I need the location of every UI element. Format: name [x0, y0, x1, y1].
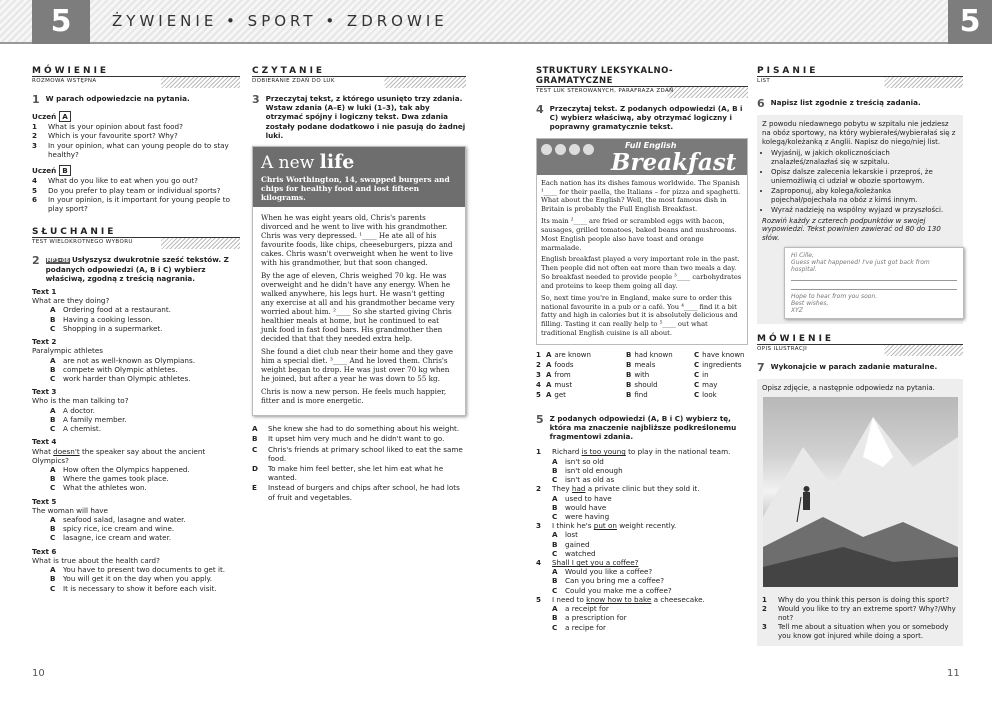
option-text: lasagne, ice cream and water.	[63, 533, 172, 543]
answer-option	[32, 465, 240, 474]
section-subtitle: OPIS ILUSTRACJI	[757, 344, 963, 356]
option-text: Having a cooking lesson.	[63, 314, 153, 324]
answer-option	[32, 374, 240, 383]
answer-cell: B should	[626, 380, 658, 389]
option-letter: C	[50, 533, 56, 543]
option-text: spicy rice, ice cream and wine.	[63, 524, 175, 534]
option-letter: A	[546, 360, 552, 369]
answer-cell: B with	[626, 370, 650, 379]
letter-point: • Wyraź nadzieję na wspólny wyjazd w przyszłości.	[771, 206, 958, 215]
food-icons	[541, 144, 594, 155]
gap-number: 2	[536, 360, 541, 369]
option-text: It is necessary to show it before each visit.	[63, 583, 217, 593]
section-title-pisanie: PISANIE	[757, 66, 819, 76]
item-text: What do you like to eat when you go out?	[48, 176, 198, 186]
student-b-label: Uczeń B	[32, 165, 240, 176]
option-letter: B	[552, 502, 558, 512]
underlined-fragment: know how to bake	[586, 594, 652, 604]
item-number: 2	[536, 484, 542, 494]
breakfast-header: Full English Breakfast	[537, 139, 747, 175]
option-text: lost	[565, 530, 578, 540]
sentence-option	[252, 434, 466, 443]
underlined-fragment: Shall I get you a coffee?	[552, 558, 639, 568]
option-text: She knew she had to do something about his weight.	[268, 424, 460, 434]
answer-cell: C may	[694, 380, 718, 389]
answer-cell: A are known	[546, 351, 591, 359]
option-text: Ordering food at a restaurant.	[63, 305, 171, 315]
mp3-badge: MP3•08	[46, 258, 69, 265]
answer-option	[32, 356, 240, 365]
task-7: 7 Wykonajcie w parach zadanie maturalne.	[757, 361, 938, 375]
answer-cell: C in	[694, 370, 709, 379]
option-letter: A	[50, 355, 56, 365]
gap-number: 4	[536, 380, 541, 389]
listening-texts	[32, 287, 240, 593]
item-text: In your opinion, is it important for young people to play sport?	[48, 194, 230, 213]
question-item	[762, 605, 958, 623]
item-number: 4	[32, 176, 38, 186]
task-6: 6 Napisz list zgodnie z treścią zadania.	[757, 97, 921, 110]
answer-option	[32, 483, 240, 492]
option-letter: C	[50, 583, 56, 593]
gap-number: 5	[536, 390, 541, 399]
option-letter: A	[50, 565, 56, 575]
item-sentence: Richard is too young to play in the national team.	[552, 447, 731, 457]
option-letter: A	[552, 604, 558, 614]
unit-number-left: 5	[32, 0, 90, 44]
answer-option	[32, 574, 240, 583]
option-text: Shopping in a supermarket.	[63, 323, 163, 333]
sentence-options	[252, 424, 466, 502]
item-number: 2	[762, 605, 767, 614]
option-letter: B	[50, 574, 56, 584]
option-letter: A	[50, 305, 56, 315]
answer-option	[536, 475, 748, 484]
answer-option	[536, 540, 748, 549]
answer-option	[536, 530, 748, 539]
option-letter: E	[252, 483, 257, 493]
option-text: You have to present two documents to get it.	[63, 565, 226, 575]
answer-option	[32, 584, 240, 593]
text-heading: Text 6	[32, 546, 57, 556]
option-letter: B	[552, 539, 558, 549]
answer-cell: A foods	[546, 360, 574, 369]
section-title-struktury: STRUKTURY LEKSYKALNO-GRAMATYCZNE	[536, 66, 674, 86]
answer-cell: C have known	[694, 351, 745, 359]
option-letter: C	[552, 511, 558, 521]
task-4: 4 Przeczytaj tekst. Z podanych odpowiedzi (A, B i C) wybierz właściwą, aby otrzymać logiczny i poprawny gramatycznie tekst.	[536, 103, 743, 132]
article-paragraph: Chris is now a new person. He feels much happier, fitter and is more energetic.	[261, 387, 447, 406]
option-letter: C	[694, 390, 700, 399]
article-title: A new life	[253, 147, 465, 175]
option-text: work harder than Olympic athletes.	[63, 373, 191, 383]
item-number: 3	[32, 140, 38, 150]
answer-option	[536, 494, 748, 503]
egg-icon	[541, 144, 552, 155]
breakfast-paragraph: Each nation has its dishes famous worldwide. The Spanish ¹____ for their paella, the Italians – for pizza and spaghetti. What about the English? Well, the most famous dish in Britain is probably the Full English Breakfast.	[541, 178, 741, 214]
photo-questions	[757, 592, 963, 646]
answer-option	[32, 565, 240, 574]
option-text: Can you bring me a coffee?	[565, 576, 665, 586]
question-item	[32, 176, 240, 185]
question-item	[32, 141, 240, 159]
article-paragraph: When he was eight years old, Chris's parents divorced and he went to live with his grandmother. Chris was very depressed. ¹____ He ate all of his favourite foods, like chips, cheeseburgers, pizza and cakes. Chris wasn't overweight when he went to live with his grandmother, but that soon changed.	[261, 213, 453, 268]
column-czytanie	[252, 66, 466, 503]
option-letter: C	[694, 360, 700, 369]
option-letter: B	[50, 364, 56, 374]
option-text: a receipt for	[565, 604, 609, 614]
paraphrase-item	[536, 447, 748, 456]
option-text: a prescription for	[565, 613, 627, 623]
answer-cell: C ingredients	[694, 360, 742, 369]
question-item	[762, 596, 958, 605]
question-item	[32, 131, 240, 140]
section-title-mowienie: MÓWIENIE	[32, 66, 110, 76]
answer-option	[536, 567, 748, 576]
option-letter: A	[546, 380, 552, 389]
option-text: were having	[565, 511, 610, 521]
student-a-questions	[32, 122, 240, 159]
task-2: 2 MP3•08 Usłyszysz dwukrotnie sześć tekstów. Z podanych odpowiedzi (A, B i C) wybierz właściwą, zgodną z treścią nagrania.	[32, 254, 229, 283]
answer-option	[536, 512, 748, 521]
item-text: Tell me about a situation when you or somebody you know got injured while doing a sport.	[778, 623, 949, 641]
letter-point: • Opisz dalsze zalecenia lekarskie i przeproś, że uniemożliwią ci udział w obozie sportowym.	[771, 168, 958, 186]
option-text: Instead of burgers and chips after school, he had lots of fruit and vegetables.	[268, 483, 460, 502]
option-text: Chris's friends at primary school liked to eat the same food.	[268, 444, 463, 463]
paraphrase-item	[536, 484, 748, 493]
option-text: seafood salad, lasagne and water.	[63, 515, 186, 525]
underlined-fragment: had	[571, 484, 586, 494]
option-letter: C	[552, 622, 558, 632]
option-text: You will get it on the day when you apply.	[63, 574, 213, 584]
section-subtitle: LIST	[757, 76, 963, 88]
option-letter: B	[552, 613, 558, 623]
option-letter: B	[626, 380, 632, 389]
item-number: 3	[536, 521, 542, 531]
item-text: In your opinion, what can young people do to stay healthy?	[48, 140, 229, 159]
sentence-option	[252, 464, 466, 482]
answer-cell: A get	[546, 390, 566, 399]
answer-option	[536, 586, 748, 595]
section-subtitle: DOBIERANIE ZDAŃ DO LUK	[252, 76, 466, 88]
underlined-word: doesn't	[53, 446, 80, 456]
option-text: a recipe for	[565, 622, 607, 632]
option-letter: A	[552, 493, 558, 503]
option-text: A chemist.	[63, 424, 101, 434]
item-text: Do you prefer to play team or individual sports?	[48, 185, 221, 195]
student-b-questions	[32, 176, 240, 213]
option-letter: B	[626, 351, 632, 359]
answer-option	[536, 549, 748, 558]
answer-option	[32, 515, 240, 524]
underlined-fragment: is too young	[581, 447, 626, 457]
student-a-label: Uczeń A	[32, 111, 240, 122]
gap-number: 3	[536, 370, 541, 379]
letter-instructions: Z powodu niedawnego pobytu w szpitalu nie jedziesz na obóz sportowy, na który wybierałeś/wybierałaś się z kolegą/koleżanką z Anglii. Napisz do niego/niej list. • Wyjaśnij, w jakich okolicznościach znalazłeś/znalazłaś się w szpitalu. • Opisz dalsze zalecenia lekarskie i przeproś, że uniemożliwią ci udział w obozie sportowym. • Zaproponuj, aby kolega/koleżanka pojechał/pojechała na obóz z kimś innym. • Wyraź nadzieję na wspólny wyjazd w przyszłości. Rozwiń każdy z czterech podpunktów w swojej wypowiedzi. Tekst powinien zawierać od 80 do 130 słów. Hi Cille, Guess what happened! I've just got back from hospital. Hope to hear from you soon. Best wishes, XYZ	[757, 115, 963, 324]
section-title-sluchanie: SŁUCHANIE	[32, 227, 117, 238]
answer-option	[536, 466, 748, 475]
option-text: isn't old enough	[565, 465, 623, 475]
item-number: 1	[32, 122, 38, 132]
breakfast-paragraph: Its main ²____ are fried or scrambled eggs with bacon, sausages, grilled tomatoes, baked beans and mushrooms. Most English people also have toast and orange marmalade.	[541, 217, 737, 252]
option-text: Would you like a coffee?	[565, 567, 653, 577]
text-question: Paralympic athletes	[32, 346, 104, 356]
option-text: isn't so old	[565, 456, 604, 466]
option-letter: C	[50, 424, 56, 434]
item-number: 3	[762, 623, 767, 632]
option-letter: A	[50, 515, 56, 525]
text-heading: Text 2	[32, 337, 57, 347]
option-letter: A	[546, 390, 552, 399]
answer-option	[32, 315, 240, 324]
question-item	[32, 195, 240, 213]
item-number: 2	[32, 131, 38, 141]
option-text: would have	[565, 502, 607, 512]
page-number-right: 11	[947, 668, 960, 679]
unit-title: ŻYWIENIE • SPORT • ZDROWIE	[112, 12, 448, 30]
underlined-fragment: put on	[593, 521, 617, 531]
option-letter: C	[694, 370, 700, 379]
option-letter: B	[552, 576, 558, 586]
option-letter: C	[50, 373, 56, 383]
task-3: 3 Przeczytaj tekst, z którego usunięto trzy zdania. Wstaw zdania (A–E) w luki (1–3), tak aby otrzymać spójny i logiczny tekst. Dwa zdania zostały podane dodatkowo i nie pasują do żadnej luki.	[252, 93, 466, 140]
article-a-new-life	[252, 146, 466, 416]
paraphrase-item	[536, 595, 748, 604]
answer-option	[32, 406, 240, 415]
text-heading: Text 4	[32, 437, 57, 447]
option-letter: B	[50, 524, 56, 534]
option-letter: C	[552, 475, 558, 485]
breakfast-paragraph: English breakfast played a very important role in the past. Then people did not often eat more than two meals a day. So breakfast needed to provide people ³____ carbohydrates and proteins to keep them going all day.	[541, 255, 742, 290]
letter-point: • Zaproponuj, aby kolega/koleżanka pojechał/pojechała na obóz z kimś innym.	[771, 187, 958, 205]
option-letter: A	[546, 351, 552, 359]
answer-option	[536, 613, 748, 622]
answer-cell: C look	[694, 390, 717, 399]
answer-option	[536, 576, 748, 585]
text-question: What is true about the health card?	[32, 555, 160, 565]
section-subtitle: ROZMOWA WSTĘPNA	[32, 76, 240, 88]
option-letter: B	[252, 434, 258, 444]
option-letter: A	[552, 530, 558, 540]
letter-point: • Wyjaśnij, w jakich okolicznościach znalazłeś/znalazłaś się w szpitalu.	[771, 149, 958, 167]
option-text: It upset him very much and he didn't want to go.	[268, 434, 445, 444]
question-item	[762, 623, 958, 641]
photo-task: Opisz zdjęcie, a następnie odpowiedz na pytania.	[757, 379, 963, 592]
option-text: A doctor.	[63, 405, 95, 415]
item-text: Which is your favourite sport? Why?	[48, 131, 178, 141]
item-sentence: I need to know how to bake a cheesecake.	[552, 594, 705, 604]
option-letter: B	[626, 370, 632, 379]
item-number: 6	[32, 194, 38, 204]
answer-option	[32, 365, 240, 374]
item-text: Would you like to try an extreme sport? Why?/Why not?	[778, 605, 956, 623]
option-text: compete with Olympic athletes.	[63, 364, 178, 374]
answer-option	[536, 503, 748, 512]
answer-option	[32, 524, 240, 533]
text-heading: Text 5	[32, 496, 57, 506]
article-paragraph: By the age of eleven, Chris weighed 70 kg. He was overweight and he didn't have any energy. When he walked anywhere, his legs hurt. He wasn't getting any exercise at all and his grandmother became very worried about him. ²____ So she started giving Chris healthier meals at home, but he continued to eat junk food in fast food bars. His grandmother then decided that that they needed extra help.	[261, 271, 455, 344]
task-1: 1 W parach odpowiedzcie na pytania.	[32, 93, 190, 106]
answer-options-grid	[536, 351, 748, 400]
column-struktury	[536, 66, 748, 632]
sentence-option	[252, 424, 466, 433]
option-letter: A	[50, 405, 56, 415]
item-number: 5	[536, 594, 542, 604]
item-number: 1	[536, 447, 542, 457]
text-heading: Text 1	[32, 287, 57, 297]
plate-icon	[583, 144, 594, 155]
option-letter: C	[694, 351, 700, 359]
option-text: How often the Olympics happened.	[63, 464, 190, 474]
column-pisanie-mowienie	[757, 66, 963, 646]
task-5: 5 Z podanych odpowiedzi (A, B i C) wybierz tę, która ma znaczenie najbliższe podkreślonemu fragmentowi zdania.	[536, 412, 737, 442]
sentence-option	[252, 483, 466, 501]
sentence-option	[252, 445, 466, 463]
option-letter: D	[252, 463, 258, 473]
item-sentence: They had a private clinic but they sold it.	[552, 484, 700, 494]
answer-cell: B meals	[626, 360, 656, 369]
mountain-illustration	[763, 397, 958, 587]
answer-option	[536, 457, 748, 466]
paraphrase-items	[536, 447, 748, 631]
option-text: A family member.	[63, 414, 127, 424]
section-subtitle: TEST WIELOKROTNEGO WYBORU	[32, 237, 240, 249]
option-text: What the athletes won.	[63, 483, 147, 493]
answer-option	[32, 533, 240, 542]
item-sentence	[552, 558, 638, 567]
option-text: used to have	[565, 493, 612, 503]
answer-option	[32, 415, 240, 424]
question-item	[32, 122, 240, 131]
option-letter: A	[546, 370, 552, 379]
page-number-left: 10	[32, 668, 45, 679]
question-item	[32, 186, 240, 195]
option-letter: A	[50, 464, 56, 474]
option-letter: B	[50, 314, 56, 324]
item-number: 4	[536, 558, 542, 568]
option-letter: A	[552, 456, 558, 466]
answer-option	[32, 474, 240, 483]
breakfast-body	[537, 175, 747, 344]
mountain-climber-photo	[763, 397, 958, 587]
answer-option	[536, 604, 748, 613]
letter-note: Hi Cille, Guess what happened! I've just got back from hospital. Hope to hear from you soon. Best wishes, XYZ	[784, 247, 964, 319]
option-letter: A	[252, 424, 258, 434]
gap-number: 1	[536, 351, 541, 359]
bread-icon	[569, 144, 580, 155]
option-text: Where the games took place.	[63, 474, 169, 484]
column-mowienie-sluchanie	[32, 66, 240, 593]
section-title-czytanie: CZYTANIE	[252, 66, 326, 76]
answer-option	[536, 623, 748, 632]
text-heading: Text 3	[32, 387, 57, 397]
cup-icon	[555, 144, 566, 155]
item-text: Why do you think this person is doing this sport?	[778, 596, 950, 605]
section-subtitle: TEST LUK STEROWANYCH, PARAFRAZA ZDAŃ	[536, 86, 748, 98]
option-text: gained	[565, 539, 590, 549]
item-sentence: I think he's put on weight recently.	[552, 521, 677, 531]
text-question: The woman will have	[32, 505, 108, 515]
article-body	[253, 207, 465, 405]
unit-number-right: 5	[948, 0, 992, 44]
option-letter: B	[50, 474, 56, 484]
answer-option	[32, 424, 240, 433]
section-title-mowienie-2: MÓWIENIE	[757, 334, 835, 345]
option-letter: A	[552, 567, 558, 577]
paraphrase-item	[536, 558, 748, 567]
item-text: What is your opinion about fast food?	[48, 122, 183, 132]
text-question: What are they doing?	[32, 296, 110, 306]
letter-points	[762, 149, 958, 215]
article-paragraph: She found a diet club near their home and they gave him a special diet. ³____ And he loved them. Chris's weight began to drop. He was just over 70 kg when he joined, but after a year he was down to 55 kg.	[261, 347, 454, 384]
option-letter: B	[626, 360, 632, 369]
option-text: are not as well-known as Olympians.	[63, 355, 196, 365]
answer-cell: A from	[546, 370, 571, 379]
option-letter: B	[626, 390, 632, 399]
option-letter: C	[252, 444, 258, 454]
option-letter: B	[50, 414, 56, 424]
option-letter: C	[552, 585, 558, 595]
answer-cell: A must	[546, 380, 573, 389]
answer-cell: B had known	[626, 351, 673, 359]
answer-cell: B find	[626, 390, 648, 399]
answer-option	[32, 305, 240, 314]
option-letter: C	[50, 483, 56, 493]
paraphrase-item	[536, 521, 748, 530]
page-header	[0, 0, 992, 44]
text-question: Who is the man talking to?	[32, 396, 129, 406]
option-letter: C	[694, 380, 700, 389]
breakfast-text	[536, 138, 748, 345]
option-letter: B	[552, 465, 558, 475]
breakfast-paragraph: So, next time you're in England, make sure to order this national favourite in a pub or a café. You ⁴____ find it a bit fatty and high in calories but it is absolutely delicious and filling. Tasting it can really help to ⁵____ out what traditional English cuisine is all about.	[541, 293, 738, 338]
item-number: 1	[762, 596, 767, 605]
option-text: Could you make me a coffee?	[565, 585, 672, 595]
article-lead: Chris Worthington, 14, swapped burgers and chips for healthy food and lost fifteen kilograms.	[253, 175, 465, 207]
answer-option	[32, 324, 240, 333]
option-text: watched	[565, 548, 596, 558]
item-number: 5	[32, 185, 38, 195]
option-text: To make him feel better, she let him eat what he wanted.	[268, 463, 444, 483]
option-letter: C	[50, 323, 56, 333]
option-text: isn't as old as	[565, 475, 615, 485]
text-question: What doesn't the speaker say about the ancient Olympics?	[32, 446, 206, 465]
option-letter: C	[552, 548, 558, 558]
